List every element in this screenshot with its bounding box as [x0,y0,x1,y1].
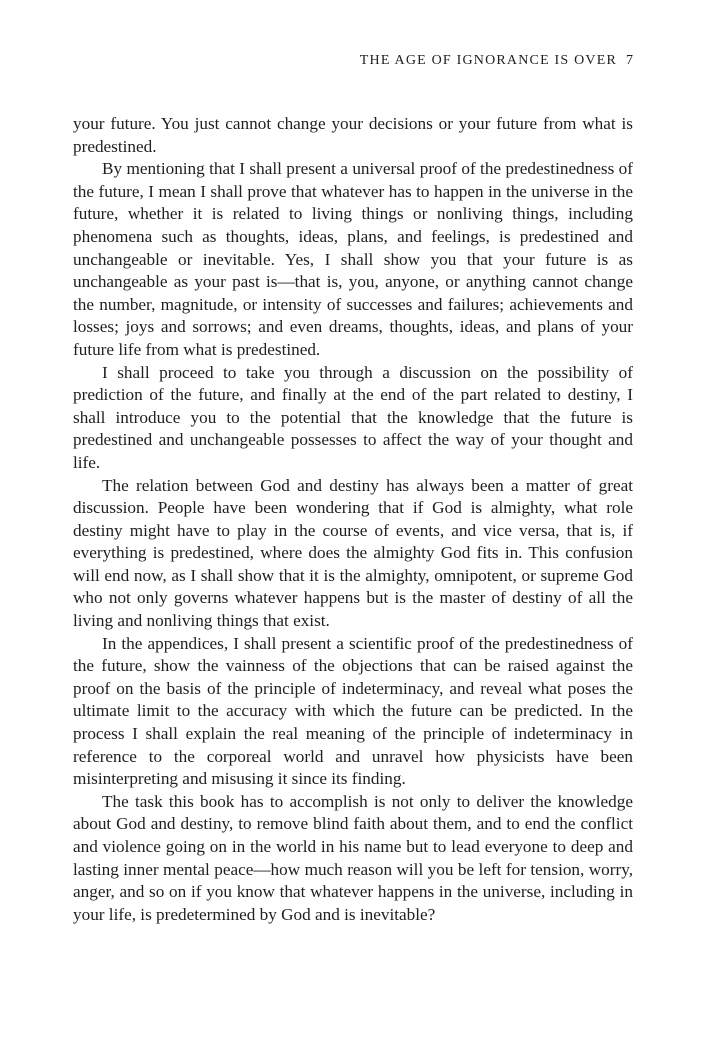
paragraph: The relation between God and destiny has always been a matter of great discussion. People have been wondering that if God is almighty, what role destiny might have to play in the course of events, and vice versa, that is, if everything is predestined, where does the almighty God fits in. This confusion will end now, as I shall show that it is the almighty, omnipotent, or supreme God who not only governs whatever happens but is the master of destiny of all the living and nonliving things that exist. [73,475,633,631]
paragraph: In the appendices, I shall present a scientific proof of the predestinedness of the future, show the vainness of the objections that can be raised against the proof on the basis of the principle of indeterminacy, and reveal what poses the ultimate limit to the accuracy with which the future can be predicted. In the process I shall explain the real meaning of the principle of indeterminacy in reference to the corporeal world and unravel how physicists have been misinterpreting and misusing it since its finding. [73,633,633,789]
running-header [360,53,633,69]
body-text [73,113,633,926]
paragraph: The task this book has to accomplish is not only to deliver the knowledge about God and destiny, to remove blind faith about them, and to end the conflict and violence going on in the world in his name but to lead everyone to deep and lasting inner mental peace—how much reason will you be left for tension, worry, anger, and so on if you know that whatever happens in the universe, including in your life, is predetermined by God and is inevitable? [73,791,633,924]
paragraph: I shall proceed to take you through a discussion on the possibility of prediction of the future, and finally at the end of the part related to destiny, I shall introduce you to the potential that the knowledge that the future is predestined and unchangeable possesses to affect the way of your thought and life. [73,362,633,472]
paragraph: By mentioning that I shall present a universal proof of the predestinedness of the future, I mean I shall prove that whatever has to happen in the universe in the future, whether it is related to living things or nonliving things, including phenomena such as thoughts, ideas, plans, and feelings, is predestined and unchangeable or inevitable. Yes, I shall show you that your future is as unchangeable as your past is—that is, you, anyone, or anything cannot change the number, magnitude, or intensity of successes and failures; achievements and losses; joys and sorrows; and even dreams, thoughts, ideas, and plans of your future life from what is predestined. [73,159,633,359]
page-number: 7 [626,53,633,68]
paragraph-continuation: your future. You just cannot change your decisions or your future from what is predestined. [73,114,633,156]
running-title: THE AGE OF IGNORANCE IS OVER [359,53,617,68]
